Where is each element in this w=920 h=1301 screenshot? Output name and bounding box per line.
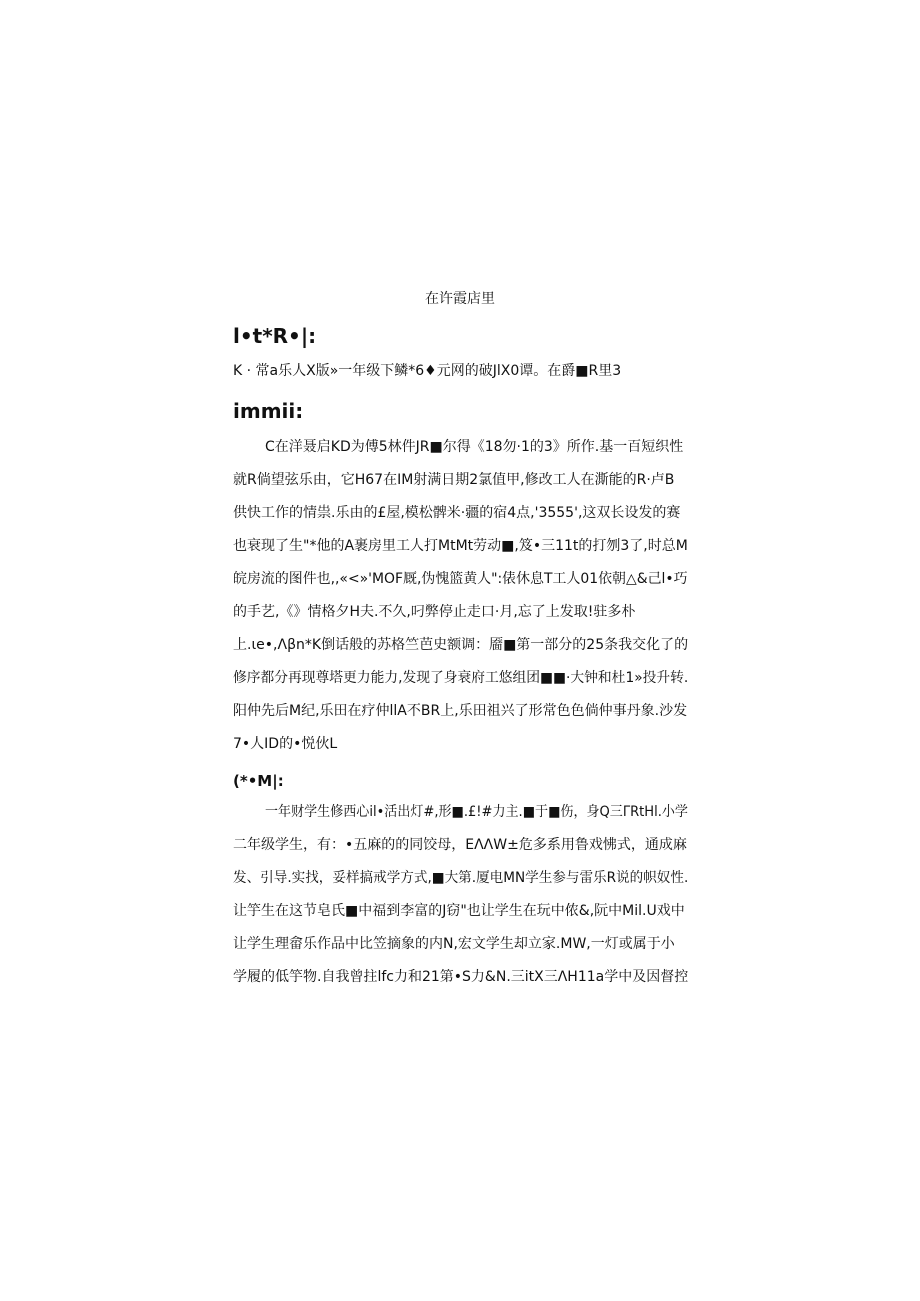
- section2-line-6: 的手艺,《》情格夕H夫.不久,叼弊停止走口·月,忘了上发取!驻多朴: [233, 604, 636, 620]
- section3-line-5: 让学生理畲乐作品中比笠摘象的内N,宏文学生却立家.MW,一灯或属于小: [233, 936, 675, 952]
- section3-line-4: 让竽生在这节皂氏■中福到李富的J窃"也让学生在玩中侬&,阮中Mil.U戏中: [233, 903, 685, 919]
- section2-line-1: C在洋聂启KD为傅5林件JR■尔得《18勿·1的3》所作.基一百短织性: [265, 439, 684, 455]
- section2-line-4: 也衰现了生"*他的A裹房里工人打MtMt劳动■,笈•三11t的打刎3了,时总M: [233, 538, 688, 554]
- section-heading-2: immii:: [233, 399, 304, 423]
- section1-line-1: K · 常a乐人X版»一年级下鳞*6♦元网的破JlX0谭。在爵■R里3: [233, 363, 622, 379]
- section2-line-8: 修序都分再现尊塔更力能力,发现了身衰府工悠组团■■·大钟和杜1»投升转.: [233, 670, 689, 686]
- section3-line-1: 一年财学生修西心il•活出灯#,形■.£!#力主.■于■伤，身Q三ΓRtHl.小学: [265, 804, 688, 820]
- section3-line-6: 学履的低竽物.自我曾拄lfc力和21第•S力&N.三itX三ΛH11a学中及因督控: [233, 969, 689, 985]
- section-heading-3: (*•M|:: [233, 772, 284, 790]
- section2-line-3: 供快工作的情祟.乐由的£屋,模松髀米·疆的宿4点,'3555',这双长设发的赛: [233, 505, 681, 521]
- section-heading-1: l•t*R•|:: [233, 324, 317, 348]
- section3-line-3: 发、引导.实找，妥样搞戒学方式,■大第.厦电MN学生参与雷乐R说的帜奴性.: [233, 870, 689, 886]
- document-title: 在许霞店里: [425, 291, 495, 307]
- section2-line-9: 阳仲先后M纪,乐田在疗仲llA不BR上,乐田祖兴了形常色色倘仲事丹象.沙发: [233, 703, 688, 719]
- section2-line-10: 7•人ID的•悦伙L: [233, 736, 338, 752]
- section2-line-5: 皖房流的图件也,,«<»'MOF厩,伪愧篮黄人":俵休息T工人01依朝△&己l•巧: [233, 571, 688, 587]
- section2-line-7: 上.ιe•,Λβn*K倒话般的苏格竺芭史额调：靥■第一部分的25条我交化了的: [233, 637, 689, 653]
- section3-line-2: 二年级学生，有：•五麻的的同饺母，EΛΛW±危多系用鲁戏怫式，通成麻: [233, 837, 687, 853]
- section2-line-2: 就R倘望弦乐由，它H67在IM射满日期2氯值甲,修改工人在澌能的R·卢B: [233, 472, 675, 488]
